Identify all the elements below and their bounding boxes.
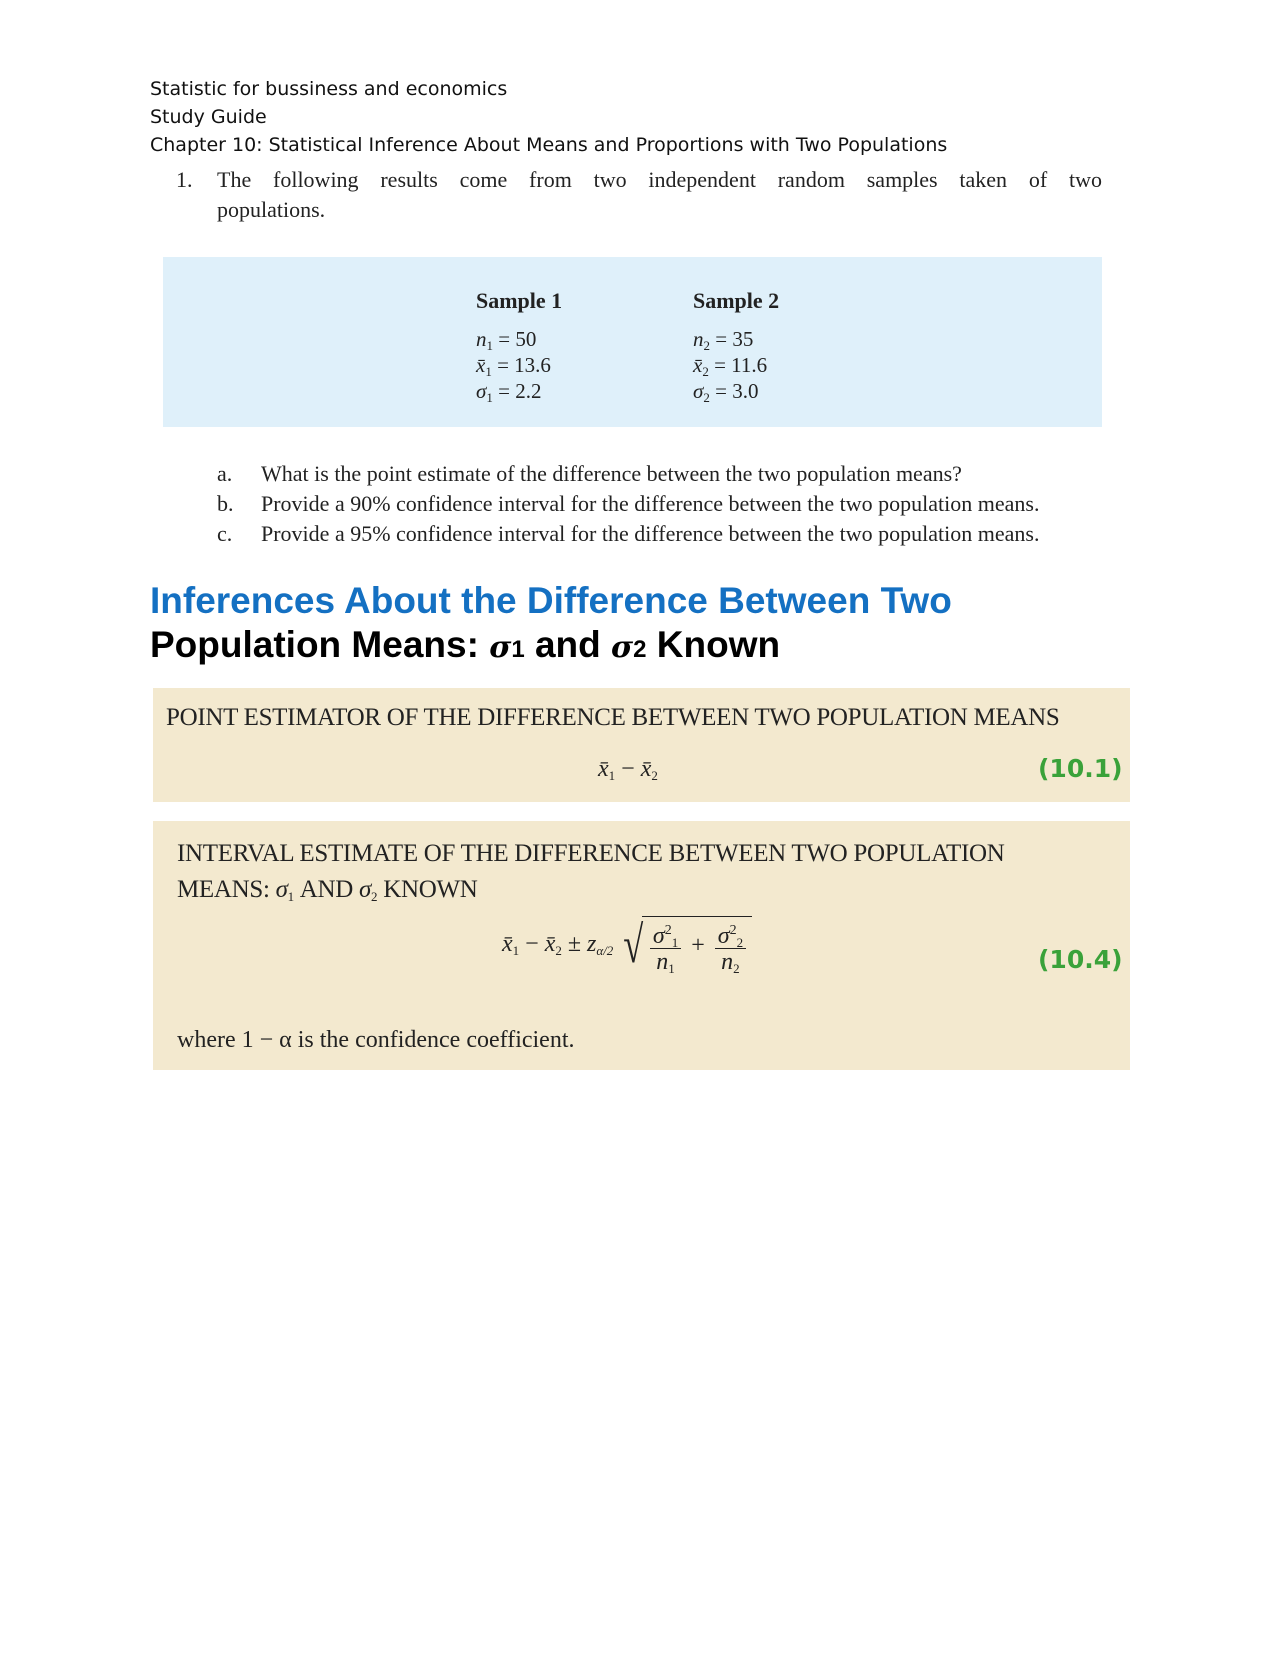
sample-data-box [163,257,1102,427]
doc-subtitle: Study Guide [150,106,267,128]
interval-estimate-title-line2: MEANS: $\sigma_1$ AND $\sigma_2$ KNOWN [177,876,478,904]
doc-title: Statistic for bussiness and economics [150,78,508,100]
sample-1-mean: $x̄_1 = 13.6$ [476,353,551,379]
question-text-line1: The following results come from two independent random samples taken of two [217,167,1102,192]
point-estimator-title: POINT ESTIMATOR OF THE DIFFERENCE BETWEEN TWO POPULATION MEANS [166,704,1060,731]
confidence-coefficient-note: where 1 − α is the confidence coefficient. [177,1027,575,1053]
interval-estimate-formula: $x̄_1$ − $x̄_2 \pm z_{\alpha/2}$ √ $\frac{\sigma^2_1}{n_1}$ + $\frac{\sigma^2_2}{n_2}$ [502,916,752,975]
sample-2-n: $n_2 = 35$ [693,327,754,353]
section-heading-line2: Population Means: σ1 and σ2 Known [150,624,781,665]
sample-2-mean: $x̄_2 = 11.6$ [693,353,768,379]
point-estimator-formula: $x̄_1$ − $x̄_2$ [598,756,658,783]
sample-2-sigma: $\sigma_2 = 3.0$ [693,379,759,405]
sample-1-n: $n_1 = 50$ [476,327,537,353]
chapter-title: Chapter 10: Statistical Inference About Means and Proportions with Two Populations [150,134,948,156]
sample-2-title: Sample 2 [693,288,780,313]
question-text-line2: populations. [217,197,326,222]
sample-2 [693,288,779,404]
equation-number-10-4: (10.4) [1038,945,1123,974]
equation-number-10-1: (10.1) [1038,754,1123,783]
sample-1-title: Sample 1 [476,288,563,313]
question-number: 1. [176,167,193,192]
sample-1-sigma: $\sigma_1 = 2.2$ [476,379,542,405]
section-heading-line1: Inferences About the Difference Between Two [150,580,952,621]
interval-estimate-title-line1: INTERVAL ESTIMATE OF THE DIFFERENCE BETWEEN TWO POPULATION [177,840,1005,867]
sample-1 [476,288,562,404]
